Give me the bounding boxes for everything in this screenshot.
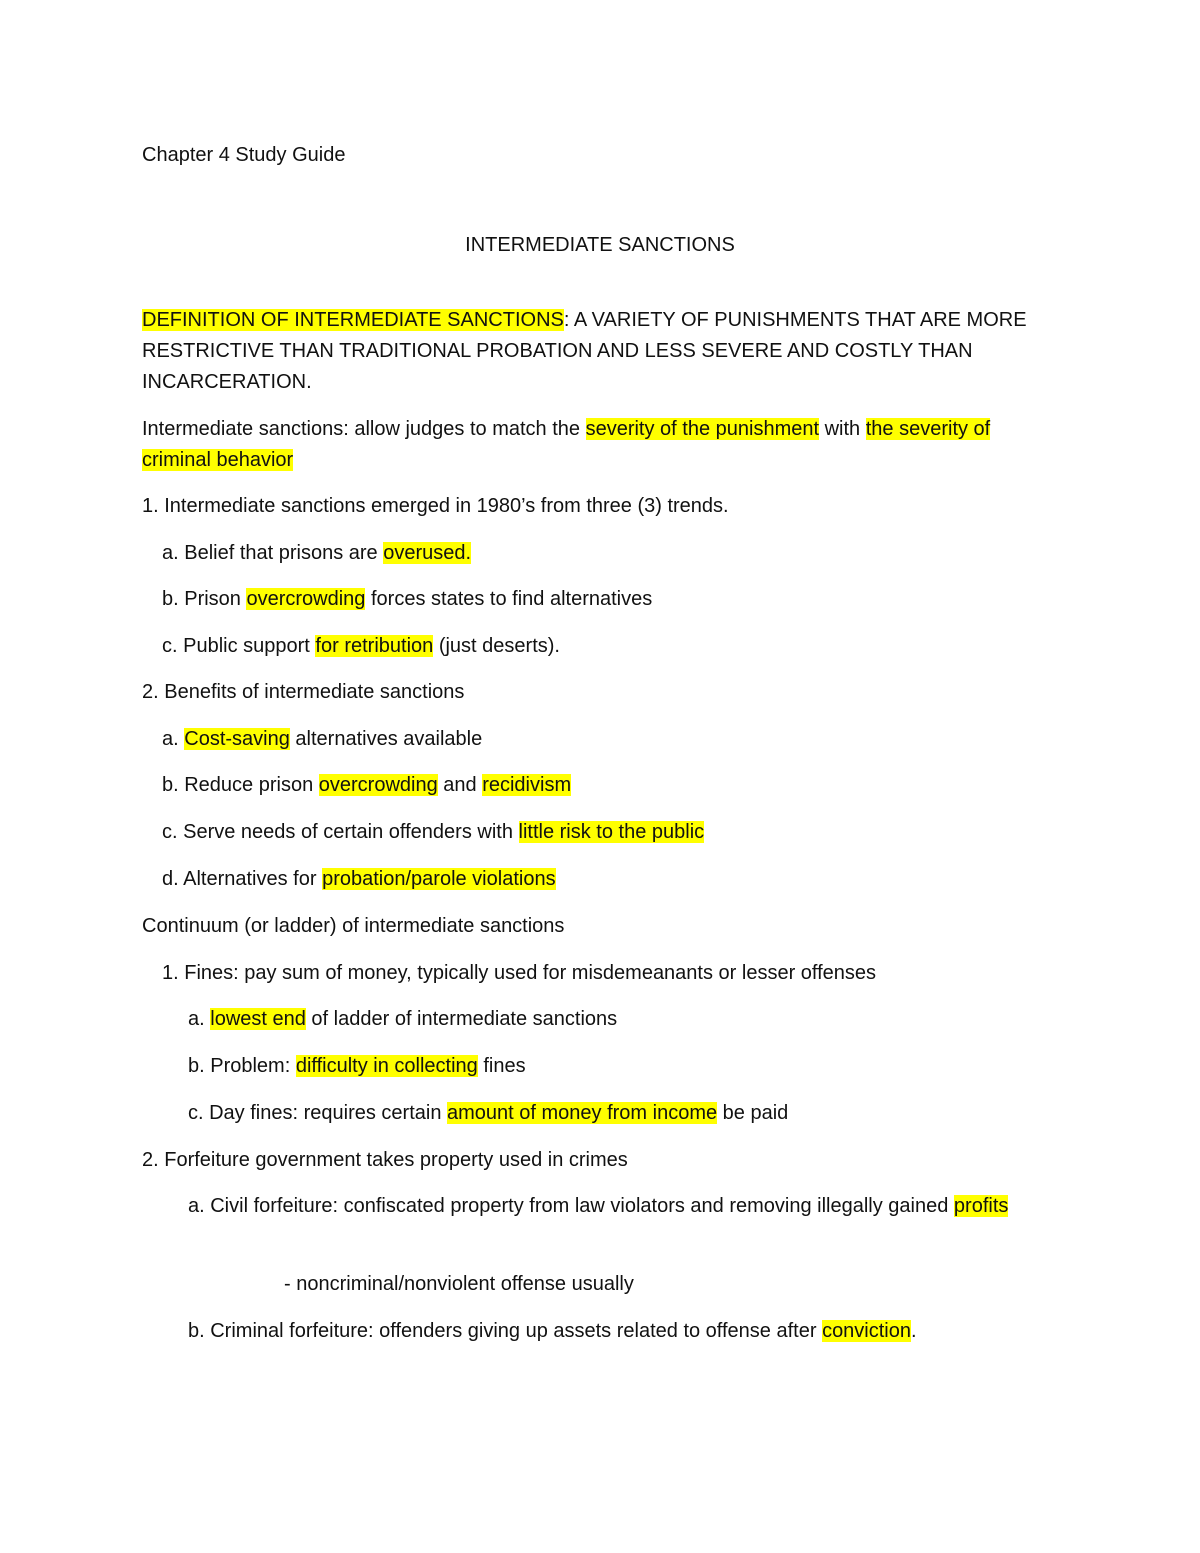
list-item xyxy=(162,864,556,895)
definition-term: DEFINITION OF INTERMEDIATE SANCTIONS xyxy=(142,309,564,331)
item-text: of ladder of intermediate sanctions xyxy=(305,1008,618,1030)
highlight: amount of money from income xyxy=(447,1102,718,1124)
intro-paragraph xyxy=(142,414,1057,476)
continuum-heading: Continuum (or ladder) of intermediate sanctions xyxy=(142,915,565,937)
highlight: overcrowding xyxy=(246,588,366,610)
item-text: alternatives available xyxy=(289,728,483,750)
list-item xyxy=(188,1051,526,1082)
list-item xyxy=(162,538,471,569)
highlight: for retribution xyxy=(315,635,434,657)
highlight: little risk to the public xyxy=(518,821,705,843)
highlight: overused. xyxy=(383,542,472,564)
highlight: Cost-saving xyxy=(184,728,290,750)
item-text: b. Reduce prison xyxy=(162,774,319,796)
list-item xyxy=(162,770,571,801)
highlight: difficulty in collecting xyxy=(295,1055,478,1077)
item-text: (just deserts). xyxy=(433,635,560,657)
definition-text: : A VARIETY OF PUNISHMENTS THAT ARE MORE RESTRICTIVE THAN TRADITIONAL PROBATION AND LESS SEVERE AND COSTLY THAN INCARCERATION. xyxy=(142,309,1027,393)
highlight: overcrowding xyxy=(318,774,438,796)
highlight: recidivism xyxy=(482,774,572,796)
definition-paragraph xyxy=(142,305,1057,398)
item-text: b. Criminal forfeiture: offenders giving up assets related to offense after xyxy=(188,1320,823,1342)
list-item xyxy=(162,817,704,848)
highlight: lowest end xyxy=(210,1008,306,1030)
item-text: fines xyxy=(477,1055,526,1077)
item-text: and xyxy=(437,774,483,796)
forfeiture-heading: 2. Forfeiture government takes property used in crimes xyxy=(142,1149,628,1171)
item-text: be paid xyxy=(717,1102,789,1124)
list-item xyxy=(188,1316,917,1347)
list-item xyxy=(188,1004,617,1035)
item-text: d. Alternatives for xyxy=(162,868,323,890)
item-text: . xyxy=(911,1320,917,1342)
highlight: the severity of criminal behavior xyxy=(142,418,991,471)
highlight: probation/parole violations xyxy=(322,868,556,890)
item-text: a. Belief that prisons are xyxy=(162,542,384,564)
item-text: a. Civil forfeiture: confiscated property from law violators and removing illegally gained xyxy=(188,1195,954,1217)
highlight: conviction xyxy=(822,1320,911,1342)
item-text: b. Prison xyxy=(162,588,247,610)
trends-heading: 1. Intermediate sanctions emerged in 1980’s from three (3) trends. xyxy=(142,495,729,517)
document-header: Chapter 4 Study Guide xyxy=(142,144,346,166)
intro-text: with xyxy=(819,418,866,440)
civil-forfeiture-note: - noncriminal/nonviolent offense usually xyxy=(284,1273,634,1295)
item-text: a. xyxy=(162,728,185,750)
highlight: severity of the punishment xyxy=(585,418,820,440)
benefits-heading: 2. Benefits of intermediate sanctions xyxy=(142,681,465,703)
item-text: c. Day fines: requires certain xyxy=(188,1102,447,1124)
item-text: c. Public support xyxy=(162,635,316,657)
document-title: INTERMEDIATE SANCTIONS xyxy=(465,234,735,256)
list-item xyxy=(162,724,482,755)
civil-forfeiture-item xyxy=(142,1191,1022,1222)
item-text: b. Problem: xyxy=(188,1055,296,1077)
list-item xyxy=(162,631,560,662)
list-item xyxy=(162,584,652,615)
list-item xyxy=(188,1098,788,1129)
intro-text: Intermediate sanctions: allow judges to match the xyxy=(142,418,586,440)
item-text: c. Serve needs of certain offenders with xyxy=(162,821,519,843)
fines-item: 1. Fines: pay sum of money, typically used for misdemeanants or lesser offenses xyxy=(162,962,877,984)
item-text: forces states to find alternatives xyxy=(365,588,653,610)
item-text: a. xyxy=(188,1008,211,1030)
highlight: profits xyxy=(953,1195,1009,1217)
